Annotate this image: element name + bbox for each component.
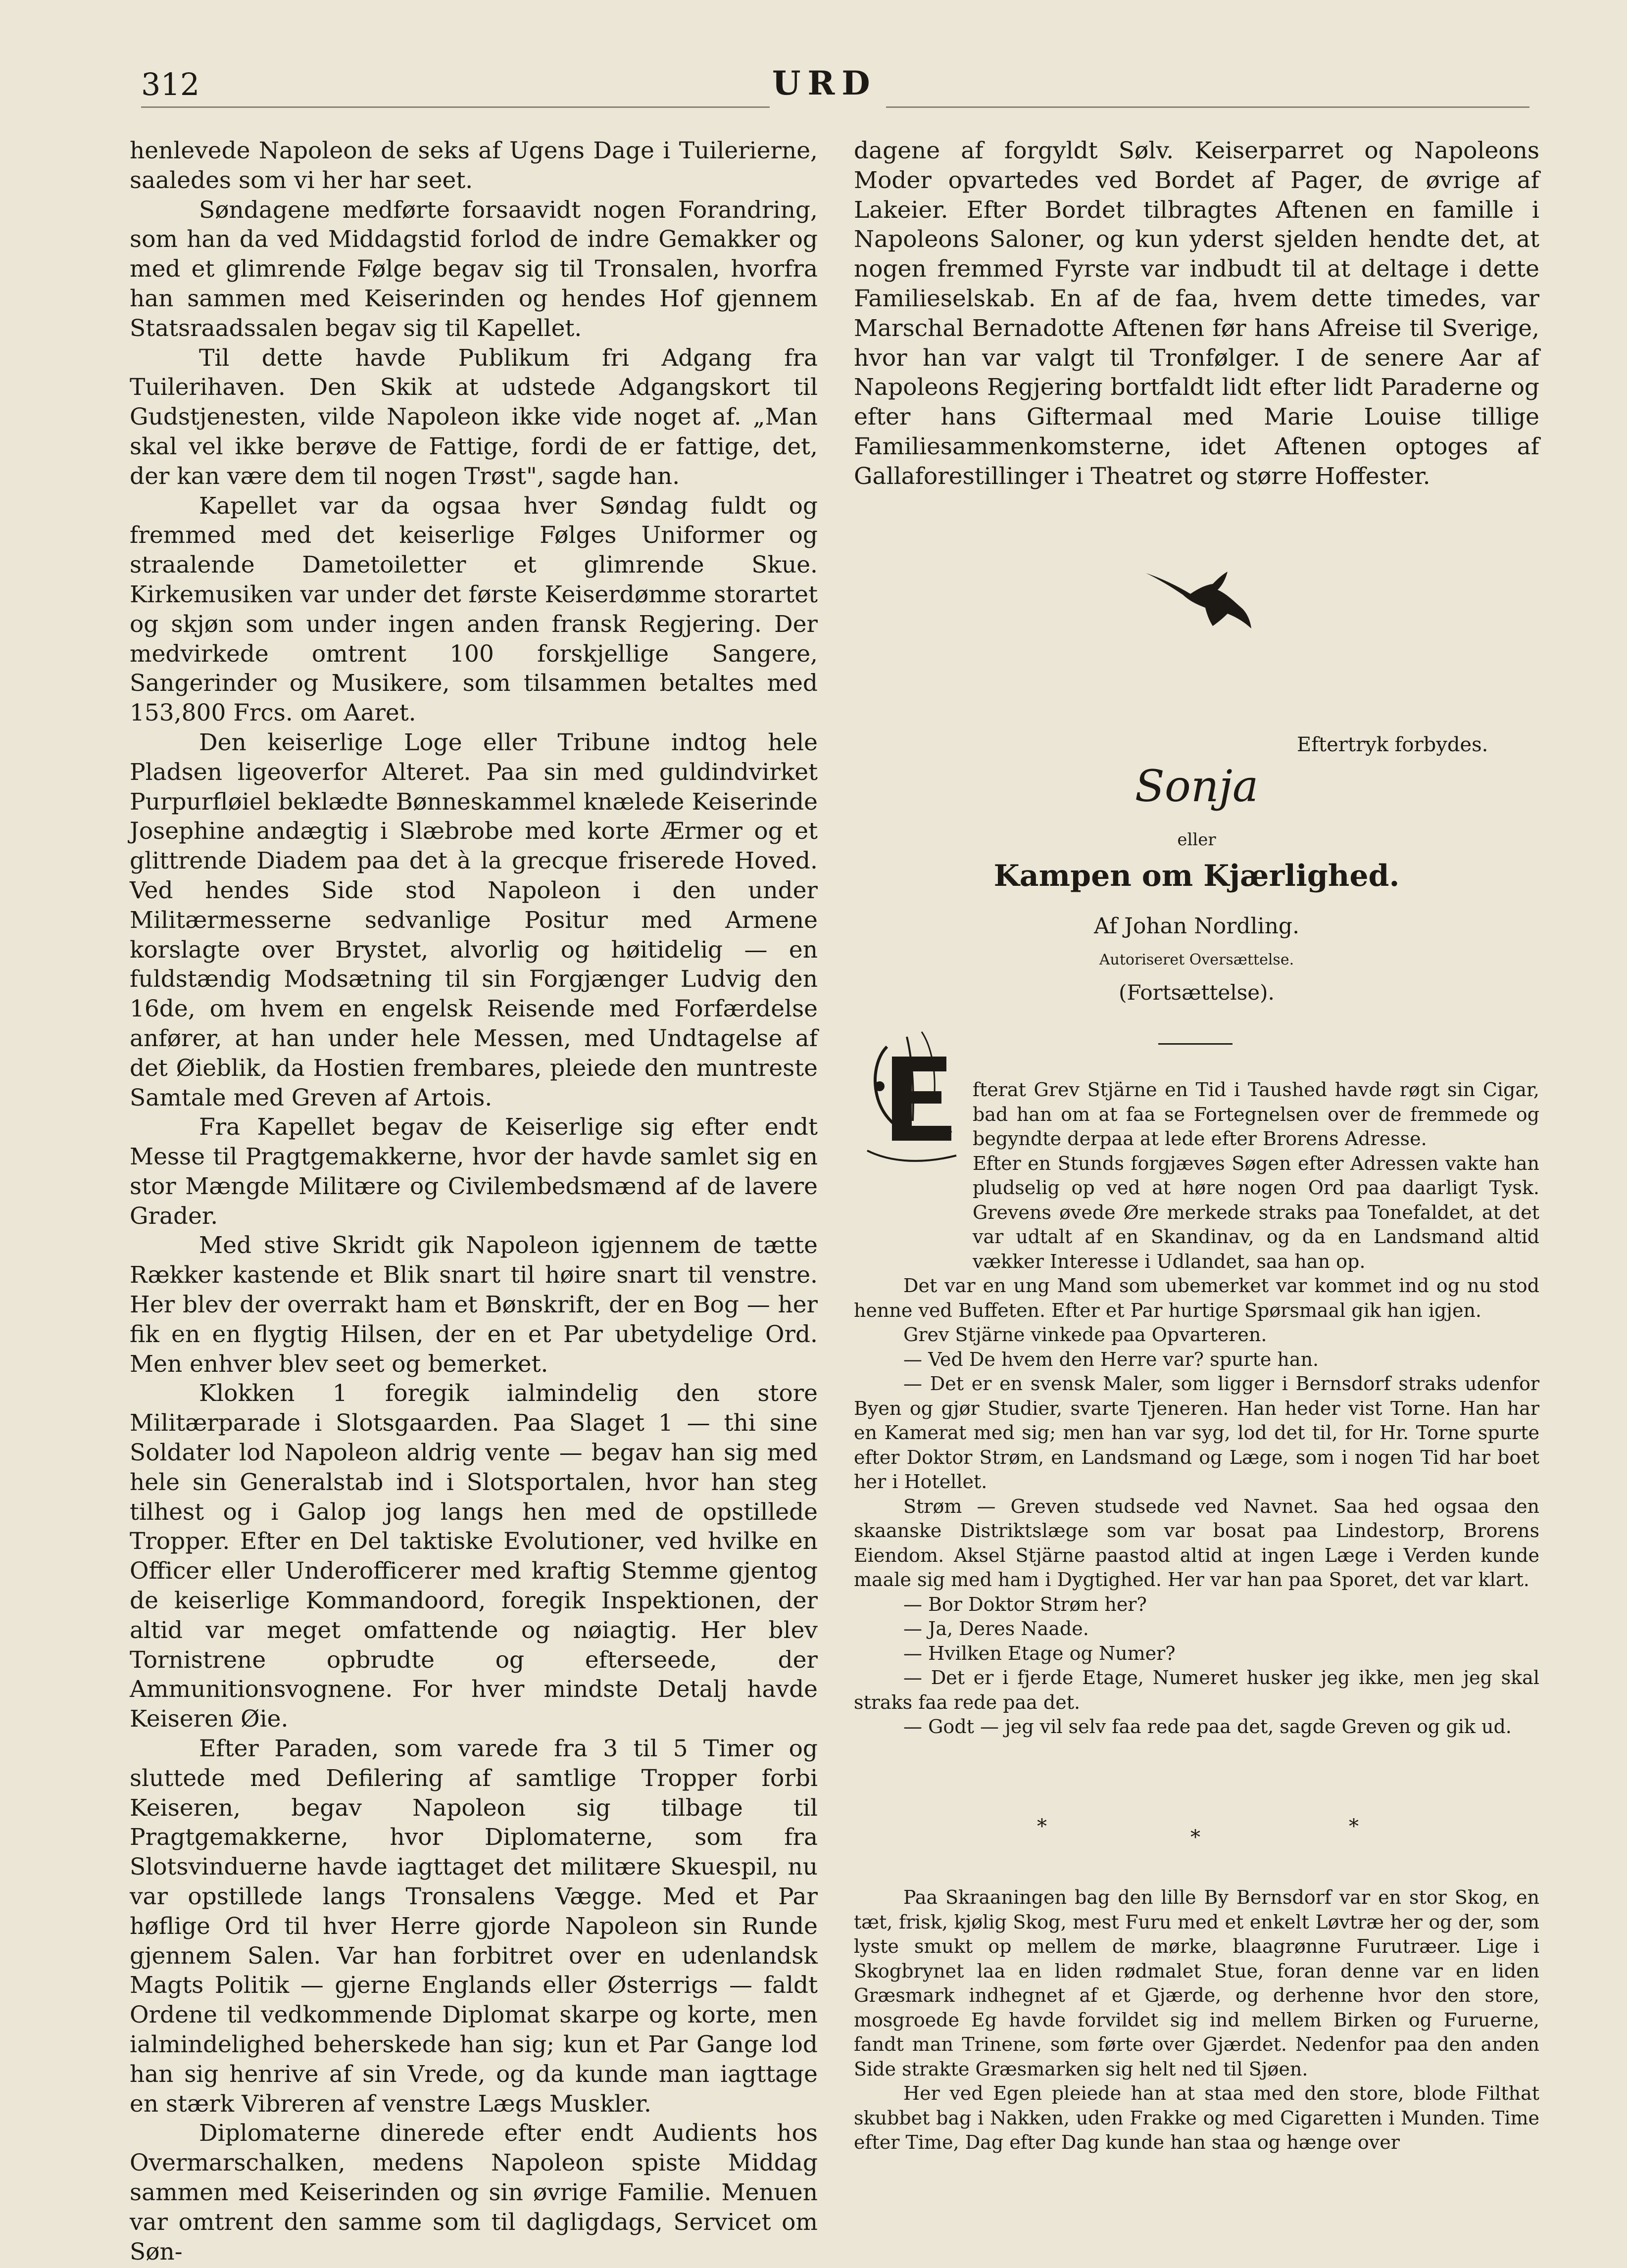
paragraph: — Hvilken Etage og Numer?: [903, 1642, 1176, 1664]
paragraph: — Ved De hvem den Herre var? spurte han.: [903, 1348, 1319, 1370]
paragraph: Søndagene medførte forsaavidt nogen Forandring, som han da ved Middagstid forlod de indre Gemakker og med et glimrende Følge begav sig til Tronsalen, hvorfra han sammen med Keiserinden og hendes Hof gjennem Statsraadssalen begav sig til Kapellet.: [130, 196, 818, 342]
story-title: Sonja: [1134, 761, 1259, 812]
page-header: [0, 0, 1627, 119]
paragraph: — Det er en svensk Maler, som ligger i Bernsdorf straks udenfor Byen og gjør Studier, svarte Tjeneren. Han heder vist Torne. Han har en Kamerat med sig; men han var syg, lod det til, for Hr. Torne spurte efter Doktor Strøm, en Landsmand og Læge, som i nogen Tid har boet her i Hotellet.: [854, 1373, 1539, 1493]
paragraph: — Ja, Deres Naade.: [903, 1618, 1089, 1640]
story-author: Af Johan Nordling.: [1093, 914, 1300, 939]
paragraph: Det var en ung Mand som ubemerket var kommet ind og nu stod henne ved Buffeten. Efter et Par hurtige Spørsmaal gik han igjen.: [854, 1275, 1539, 1321]
section-break: [854, 1815, 1539, 1849]
right-column: [854, 136, 1539, 491]
paragraph: — Godt — jeg vil selv faa rede paa det, sagde Greven og gik ud.: [903, 1716, 1512, 1737]
header-rule-left: [141, 106, 770, 108]
translation-note: Autoriseret Oversættelse.: [1099, 951, 1294, 968]
reprint-notice: Eftertryk forbydes.: [1297, 733, 1488, 756]
masthead: URD: [772, 64, 877, 102]
paragraph: Den keiserlige Loge eller Tribune indtog hele Pladsen ligeoverfor Alteret. Paa sin med guldindvirket Purpurfløiel beklædte Bønneskammel knælede Keiserinde Josephine andægtig i Slæbrobe med korte Ærmer og et glittrende Diadem paa det à la grecque friserede Hoved. Ved hendes Side stod Napoleon i den under Militærmesserne sedvanlige Positur med Armene korslagte over Brystet, alvorlig og høitidelig — en fuldstændig Modsætning til sin Forgjænger Ludvig den 16de, om hvem en engelsk Reisende med Forfærdelse anfører, at han under hele Messen, med Undtagelse af det Øieblik, da Hostien frembares, pleiede den muntreste Samtale med Greven af Artois.: [130, 728, 818, 1111]
paragraph: — Bor Doktor Strøm her?: [903, 1593, 1147, 1615]
story-body-continued: [854, 1885, 1539, 2155]
paragraph: Grev Stjärne vinkede paa Opvarteren.: [903, 1324, 1267, 1346]
paragraph: Efter en Stunds forgjæves Søgen efter Adressen vakte han pludselig op ved at høre nogen Ord paa daarligt Tysk. Grevens øvede Øre merkede straks paa Tonefaldet, at det var udtalt af en Skandinav, og da en Landsmand altid vækker Interesse i Udlandet, saa han op.: [973, 1152, 1539, 1272]
paragraph: Til dette havde Publikum fri Adgang fra Tuilerihaven. Den Skik at udstede Adgangskort til Gudstjenesten, vilde Napoleon ikke vide noget af. „Man skal vel ikke berøve de Fattige, fordi de er fattige, det, der kan være dem til nogen Trøst", sagde han.: [130, 344, 818, 490]
continuation-note: (Fortsættelse).: [1119, 980, 1275, 1005]
header-rule-right: [886, 106, 1529, 108]
paragraph: Med stive Skridt gik Napoleon igjennem de tætte Rækker kastende et Blik snart til høire snart til venstre. Her blev der overrakt ham et Bønskrift, der en Bog — her fik en en flygtig Hilsen, der en et Par ubetydelige Ord. Men enhver blev seet og bemerket.: [130, 1232, 818, 1378]
page-number: 312: [141, 66, 200, 102]
story-subtitle: Kampen om Kjærlighed.: [993, 859, 1400, 893]
title-divider: [1158, 1043, 1233, 1045]
asterisk: *: [1349, 1815, 1359, 1838]
bird-ornament-icon: [1143, 564, 1252, 636]
paragraph: — Det er i fjerde Etage, Numeret husker jeg ikke, men jeg skal straks faa rede paa det.: [854, 1667, 1539, 1713]
story-body: [854, 1078, 1539, 1739]
asterisk: *: [1190, 1826, 1200, 1849]
paragraph: fterat Grev Stjärne en Tid i Taushed havde røgt sin Cigar, bad han om at faa se Fortegnelsen over de fremmede og begyndte derpaa at lede efter Brorens Adresse.: [973, 1079, 1539, 1150]
story-title-connector: eller: [1177, 830, 1216, 850]
paragraph: Paa Skraaningen bag den lille By Bernsdorf var en stor Skog, en tæt, frisk, kjølig Skog, mest Furu med et enkelt Løvtræ her og der, som lyste smukt op mellem de mørke, blaagrønne Furutræer. Lige i Skogbrynet laa en liden rødmalet Stue, foran denne var en liden Græsmark indhegnet af et Gjærde, og derhenne hvor den store, mosgroede Eg havde forvildet sig ind mellem Birken og Furuerne, fandt man Trinene, som førte over Gjærdet. Nedenfor paa den anden Side strakte Græsmarken sig helt ned til Sjøen.: [854, 1886, 1539, 2080]
paragraph: Her ved Egen pleiede han at staa med den store, blode Filthat skubbet bag i Nakken, uden Frakke og med Cigaretten i Munden. Time efter Time, Dag efter Dag kunde han staa og hænge over: [854, 2082, 1539, 2153]
paragraph: Fra Kapellet begav de Keiserlige sig efter endt Messe til Pragtgemakkerne, hvor der havde samlet sig en stor Mængde Militære og Civilembedsmænd af de lavere Grader.: [130, 1113, 818, 1230]
paragraph: Efter Paraden, som varede fra 3 til 5 Timer og sluttede med Defilering af samtlige Tropper forbi Keiseren, begav Napoleon sig tilbage til Pragtgemakkerne, hvor Diplomaterne, som fra Slotsvinduerne havde iagttaget det militære Skuespil, nu var opstillede langs Tronsalens Vægge. Med et Par høflige Ord til hver Herre gjorde Napoleon sin Runde gjennem Salen. Var han forbitret over en udenlandsk Magts Politik — gjerne Englands eller Østerrigs — faldt Ordene til vedkommende Diplomat skarpe og korte, men ialmindelighed beherskede han sig; kun et Par Gange lod han sig henrive af sin Vrede, og da kunde man iagttage en stærk Vibreren af venstre Lægs Muskler.: [130, 1735, 818, 2118]
left-column: [130, 136, 818, 2267]
paragraph: Strøm — Greven studsede ved Navnet. Saa hed ogsaa den skaanske Distriktslæge som var bosat paa Lindestorp, Brorens Eiendom. Aksel Stjärne paastod altid at ingen Læge i Verden kunde maale sig med ham i Dygtighed. Her var han paa Sporet, det var klart.: [854, 1495, 1539, 1591]
paragraph: henlevede Napoleon de seks af Ugens Dage i Tuilerierne, saaledes som vi her har seet.: [130, 137, 818, 194]
asterisk: *: [1037, 1815, 1047, 1838]
paragraph: Klokken 1 foregik ialmindelig den store Militærparade i Slotsgaarden. Paa Slaget 1 — thi sine Soldater lod Napoleon aldrig vente — begav han sig med hele sin Generalstab ind i Slotsportalen, hvor han steg tilhest og i Galop jog langs hen med de opstillede Tropper. Efter en Del taktiske Evolutioner, ved hvilke en Officer eller Underofficerer med kraftig Stemme gjentog de keiserlige Kommandoord, foregik Inspektionen, der altid var meget omfattende og nøiagtig. Her blev Tornistrene opbrudte og efterseede, der Ammunitionsvognene. For hver mindste Detalj havde Keiseren Øie.: [130, 1380, 818, 1733]
paragraph: Diplomaterne dinerede efter endt Audients hos Overmarschalken, medens Napoleon spiste Middag sammen med Keiserinden og sin øvrige Familie. Menuen var omtrent den samme som til dagligdags, Servicet om Søn-: [130, 2120, 818, 2266]
paragraph: dagene af forgyldt Sølv. Keiserparret og Napoleons Moder opvartedes ved Bordet af Pager, de øvrige af Lakeier. Efter Bordet tilbragtes Aftenen en famille i Napoleons Saloner, og kun yderst sjelden hendte det, at nogen fremmed Fyrste var indbudt til at deltage i dette Familieselskab. En af de faa, hvem dette timedes, var Marschal Bernadotte Aftenen før hans Afreise til Sverige, hvor han var valgt til Tronfølger. I de senere Aar af Napoleons Regjering bortfaldt lidt efter lidt Paraderne og efter hans Giftermaal med Marie Louise tillige Familiesammenkomsterne, idet Aftenen optoges af Gallaforestillinger i Theatret og større Hoffester.: [854, 137, 1539, 490]
paragraph: Kapellet var da ogsaa hver Søndag fuldt og fremmed med det keiserlige Følges Uniformer og straalende Dametoiletter et glimrende Skue. Kirkemusiken var under det første Keiserdømme storartet og skjøn som under ingen anden fransk Regjering. Der medvirkede omtrent 100 forskjellige Sangere, Sangerinder og Musikere, som tilsammen betaltes med 153,800 Frcs. om Aaret.: [130, 492, 818, 727]
